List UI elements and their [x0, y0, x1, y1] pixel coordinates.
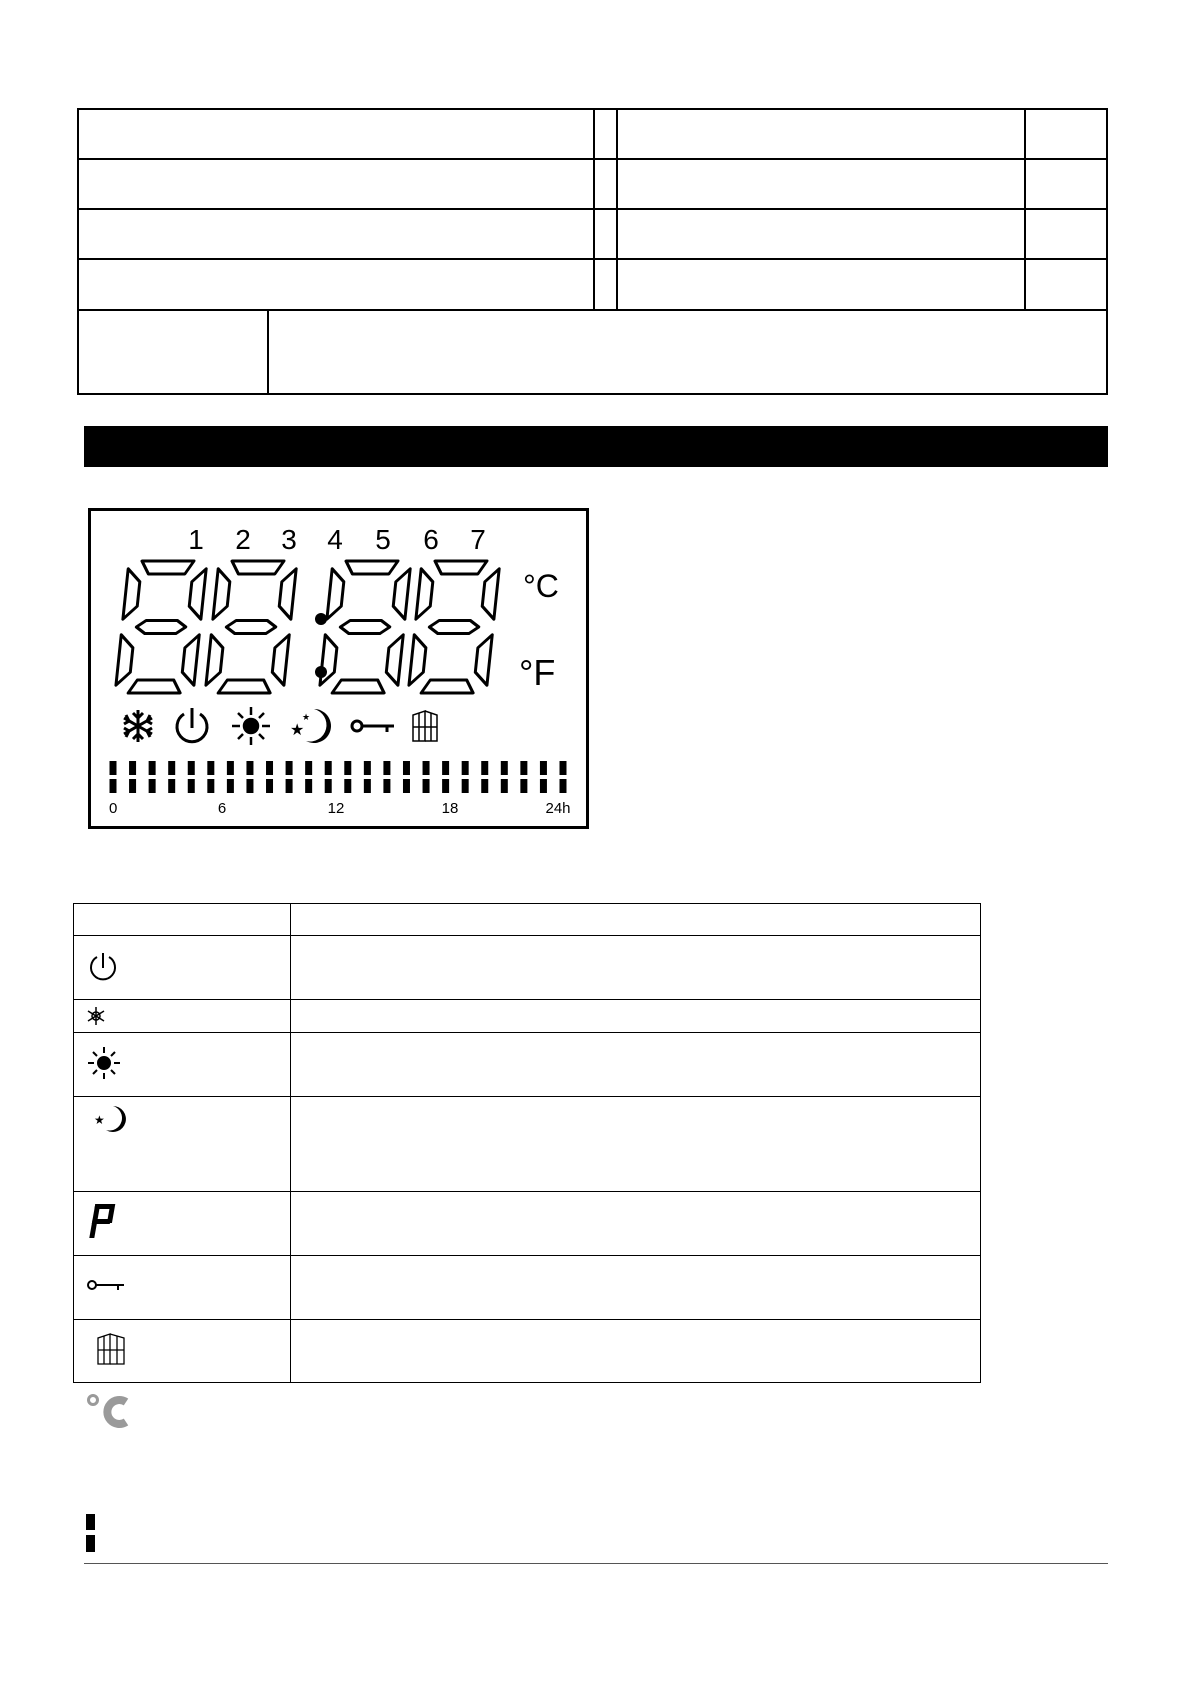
power-icon: [177, 708, 207, 742]
spec-cell: [616, 208, 1026, 260]
legend-icon-cell: [74, 1000, 291, 1033]
legend-desc-cell: [291, 1000, 981, 1033]
spec-cell: [593, 108, 618, 160]
timeline-bar-upper: [403, 761, 410, 775]
spec-cell: [616, 158, 1026, 210]
legend-table: [73, 903, 981, 1383]
lcd-segment: [385, 635, 403, 685]
lcd-segment: [116, 635, 134, 685]
timeline-bar-lower: [403, 779, 410, 793]
unit-fahrenheit: °F: [519, 652, 556, 693]
timeline-bar-lower: [325, 779, 332, 793]
moon-icon: [290, 709, 331, 743]
lcd-segment: [141, 561, 194, 574]
lcd-segment: [421, 680, 474, 693]
timeline-bar-lower: [266, 779, 273, 793]
bottom-rule: [84, 1563, 1108, 1564]
power-icon: [74, 936, 290, 989]
legend-icon-cell: [74, 936, 291, 1000]
lcd-segment: [481, 569, 499, 619]
page-tab-marker: [86, 1514, 95, 1552]
timeline-hour-labels: [109, 800, 571, 817]
spec-cell: [1024, 108, 1108, 160]
spec-cell: [77, 208, 595, 260]
legend-desc: [291, 936, 980, 952]
timeline-bar-lower: [246, 779, 253, 793]
snowflake-icon: [74, 1000, 290, 1032]
timeline-bar-lower: [540, 779, 547, 793]
legend-row: [74, 1033, 981, 1097]
timeline-bar-lower: [364, 779, 371, 793]
timeline-bar-upper: [344, 761, 351, 775]
window-icon: [413, 711, 437, 741]
timeline-bar-upper: [305, 761, 312, 775]
timeline-bar-upper: [246, 761, 253, 775]
moon-icon: [74, 1097, 290, 1140]
lcd-segment: [226, 621, 277, 634]
timeline-bar-lower: [442, 779, 449, 793]
snowflake-icon: [124, 710, 152, 742]
seven-segment-digit: [408, 561, 500, 693]
timeline-bar-lower: [149, 779, 156, 793]
colon-dot-bottom: [315, 666, 327, 678]
legend-header-row: [74, 904, 981, 936]
timeline-hour-label: 24h: [545, 800, 571, 817]
legend-icon-cell: [74, 1097, 291, 1192]
window-icon: [74, 1320, 290, 1373]
timeline-bar-lower: [188, 779, 195, 793]
legend-icon-cell: [74, 1256, 291, 1320]
timeline-bar-upper: [325, 761, 332, 775]
svg-text:★: ★: [94, 1113, 105, 1127]
legend-desc-cell: [291, 1256, 981, 1320]
timeline-bar-upper: [560, 761, 567, 775]
colon-dot-top: [315, 613, 327, 625]
legend-desc: [291, 1033, 980, 1049]
timeline-bar-lower: [168, 779, 175, 793]
timeline-hour-label: 18: [441, 800, 459, 817]
lcd-segment: [271, 635, 289, 685]
spec-cell: [616, 108, 1026, 160]
timeline-bar-upper: [188, 761, 195, 775]
spec-cell: [77, 309, 269, 395]
timeline-bar-upper: [129, 761, 136, 775]
day-number: 7: [470, 524, 486, 555]
lcd-segment: [206, 635, 224, 685]
legend-row: [74, 1192, 981, 1256]
legend-desc: [291, 1320, 980, 1336]
lcd-segment: [123, 569, 141, 619]
legend-icon-cell: [74, 1192, 291, 1256]
timeline-bar-upper: [423, 761, 430, 775]
legend-row: [74, 1000, 981, 1033]
timeline-bar-lower: [129, 779, 136, 793]
timeline-bar-lower: [462, 779, 469, 793]
legend-icon-cell: [74, 1320, 291, 1383]
spec-cell: [77, 108, 595, 160]
lcd-segment: [392, 569, 410, 619]
legend-desc-cell: [291, 1320, 981, 1383]
timeline-bar-lower: [286, 779, 293, 793]
day-number: 2: [235, 524, 251, 555]
program-p-icon: [74, 1192, 290, 1249]
timeline-bar-upper: [501, 761, 508, 775]
spec-cell: [1024, 208, 1108, 260]
timeline-bar-lower: [383, 779, 390, 793]
timeline-hour-label: 12: [327, 800, 345, 817]
lcd-segment: [340, 621, 391, 634]
timeline-bar-lower: [520, 779, 527, 793]
day-number: 6: [423, 524, 439, 555]
lcd-segment: [409, 635, 427, 685]
day-numbers: [188, 524, 486, 555]
seven-segment-digit: [115, 561, 207, 693]
timeline-bar-upper: [462, 761, 469, 775]
lcd-segment: [181, 635, 199, 685]
timeline-bar-lower: [305, 779, 312, 793]
seven-segment-digit: [205, 561, 297, 693]
timeline-bar-lower: [110, 779, 117, 793]
timeline-bar-upper: [207, 761, 214, 775]
lcd-segment: [345, 561, 398, 574]
unit-celsius: °C: [523, 568, 559, 604]
spec-cell: [77, 158, 595, 210]
legend-desc: [291, 1097, 980, 1113]
lcd-segment: [429, 621, 480, 634]
timeline-hour-label: 0: [109, 800, 118, 817]
lcd-segment: [218, 680, 271, 693]
timeline-bar-upper: [227, 761, 234, 775]
timeline-bar-upper: [383, 761, 390, 775]
timeline-bar-upper: [520, 761, 527, 775]
timeline-bar-lower: [560, 779, 567, 793]
day-number: 5: [375, 524, 391, 555]
legend-header-text-cell: [291, 904, 981, 936]
lcd-segment: [128, 680, 181, 693]
sun-icon: [232, 707, 270, 745]
legend-desc: [291, 1256, 980, 1272]
lcd-segment: [327, 569, 345, 619]
timeline-bar-upper: [266, 761, 273, 775]
lcd-segment: [416, 569, 434, 619]
lcd-digits: [115, 561, 500, 693]
timeline-bar-upper: [149, 761, 156, 775]
spec-cell: [77, 258, 595, 311]
lcd-segment: [474, 635, 492, 685]
legend-row: [74, 1097, 981, 1192]
lcd-segment: [213, 569, 231, 619]
day-number: 4: [327, 524, 343, 555]
timeline-hour-label: 6: [217, 800, 227, 817]
legend-row: [74, 936, 981, 1000]
legend-desc-cell: [291, 1192, 981, 1256]
legend-desc-cell: [291, 1033, 981, 1097]
legend-desc-cell: [291, 936, 981, 1000]
timeline-bar-lower: [423, 779, 430, 793]
spec-cell: [593, 258, 618, 311]
svg-text:★: ★: [290, 720, 305, 739]
timeline-bar-upper: [540, 761, 547, 775]
spec-table: [0, 0, 1192, 400]
timeline-bar-upper: [110, 761, 117, 775]
spec-cell: [1024, 258, 1108, 311]
section-header-bar: [84, 426, 1108, 467]
lcd-segment: [188, 569, 206, 619]
sun-icon: [74, 1033, 290, 1086]
key-icon: [74, 1256, 290, 1301]
spec-cell: [267, 309, 1108, 395]
timeline-bar-lower: [344, 779, 351, 793]
timeline-bar-upper: [286, 761, 293, 775]
timeline-bar-lower: [207, 779, 214, 793]
day-number: 3: [281, 524, 297, 555]
lcd-artwork: [91, 511, 586, 826]
celsius-grey-icon: [86, 1392, 136, 1437]
lcd-segment: [136, 621, 187, 634]
legend-desc: [291, 1000, 980, 1016]
legend-header-icon-cell: [74, 904, 291, 936]
lcd-segment: [278, 569, 296, 619]
timeline-bar-upper: [481, 761, 488, 775]
spec-cell: [1024, 158, 1108, 210]
legend-desc: [291, 1192, 980, 1208]
timeline-bar-upper: [364, 761, 371, 775]
timeline-bar-lower: [501, 779, 508, 793]
lcd-segment: [332, 680, 385, 693]
timeline-bars: [110, 761, 567, 793]
key-icon: [352, 721, 394, 732]
legend-row: [74, 1256, 981, 1320]
spec-cell: [593, 208, 618, 260]
legend-icon-cell: [74, 1033, 291, 1097]
timeline-bar-upper: [442, 761, 449, 775]
lcd-display: [88, 508, 589, 829]
timeline-bar-lower: [481, 779, 488, 793]
day-number: 1: [188, 524, 204, 555]
seven-segment-digit: [319, 561, 411, 693]
spec-cell: [593, 158, 618, 210]
lcd-segment: [434, 561, 487, 574]
timeline-bar-upper: [168, 761, 175, 775]
legend-row: [74, 1320, 981, 1383]
spec-cell: [616, 258, 1026, 311]
lcd-segment: [231, 561, 284, 574]
svg-text:★: ★: [302, 713, 311, 723]
timeline-bar-lower: [227, 779, 234, 793]
legend-desc-cell: [291, 1097, 981, 1192]
